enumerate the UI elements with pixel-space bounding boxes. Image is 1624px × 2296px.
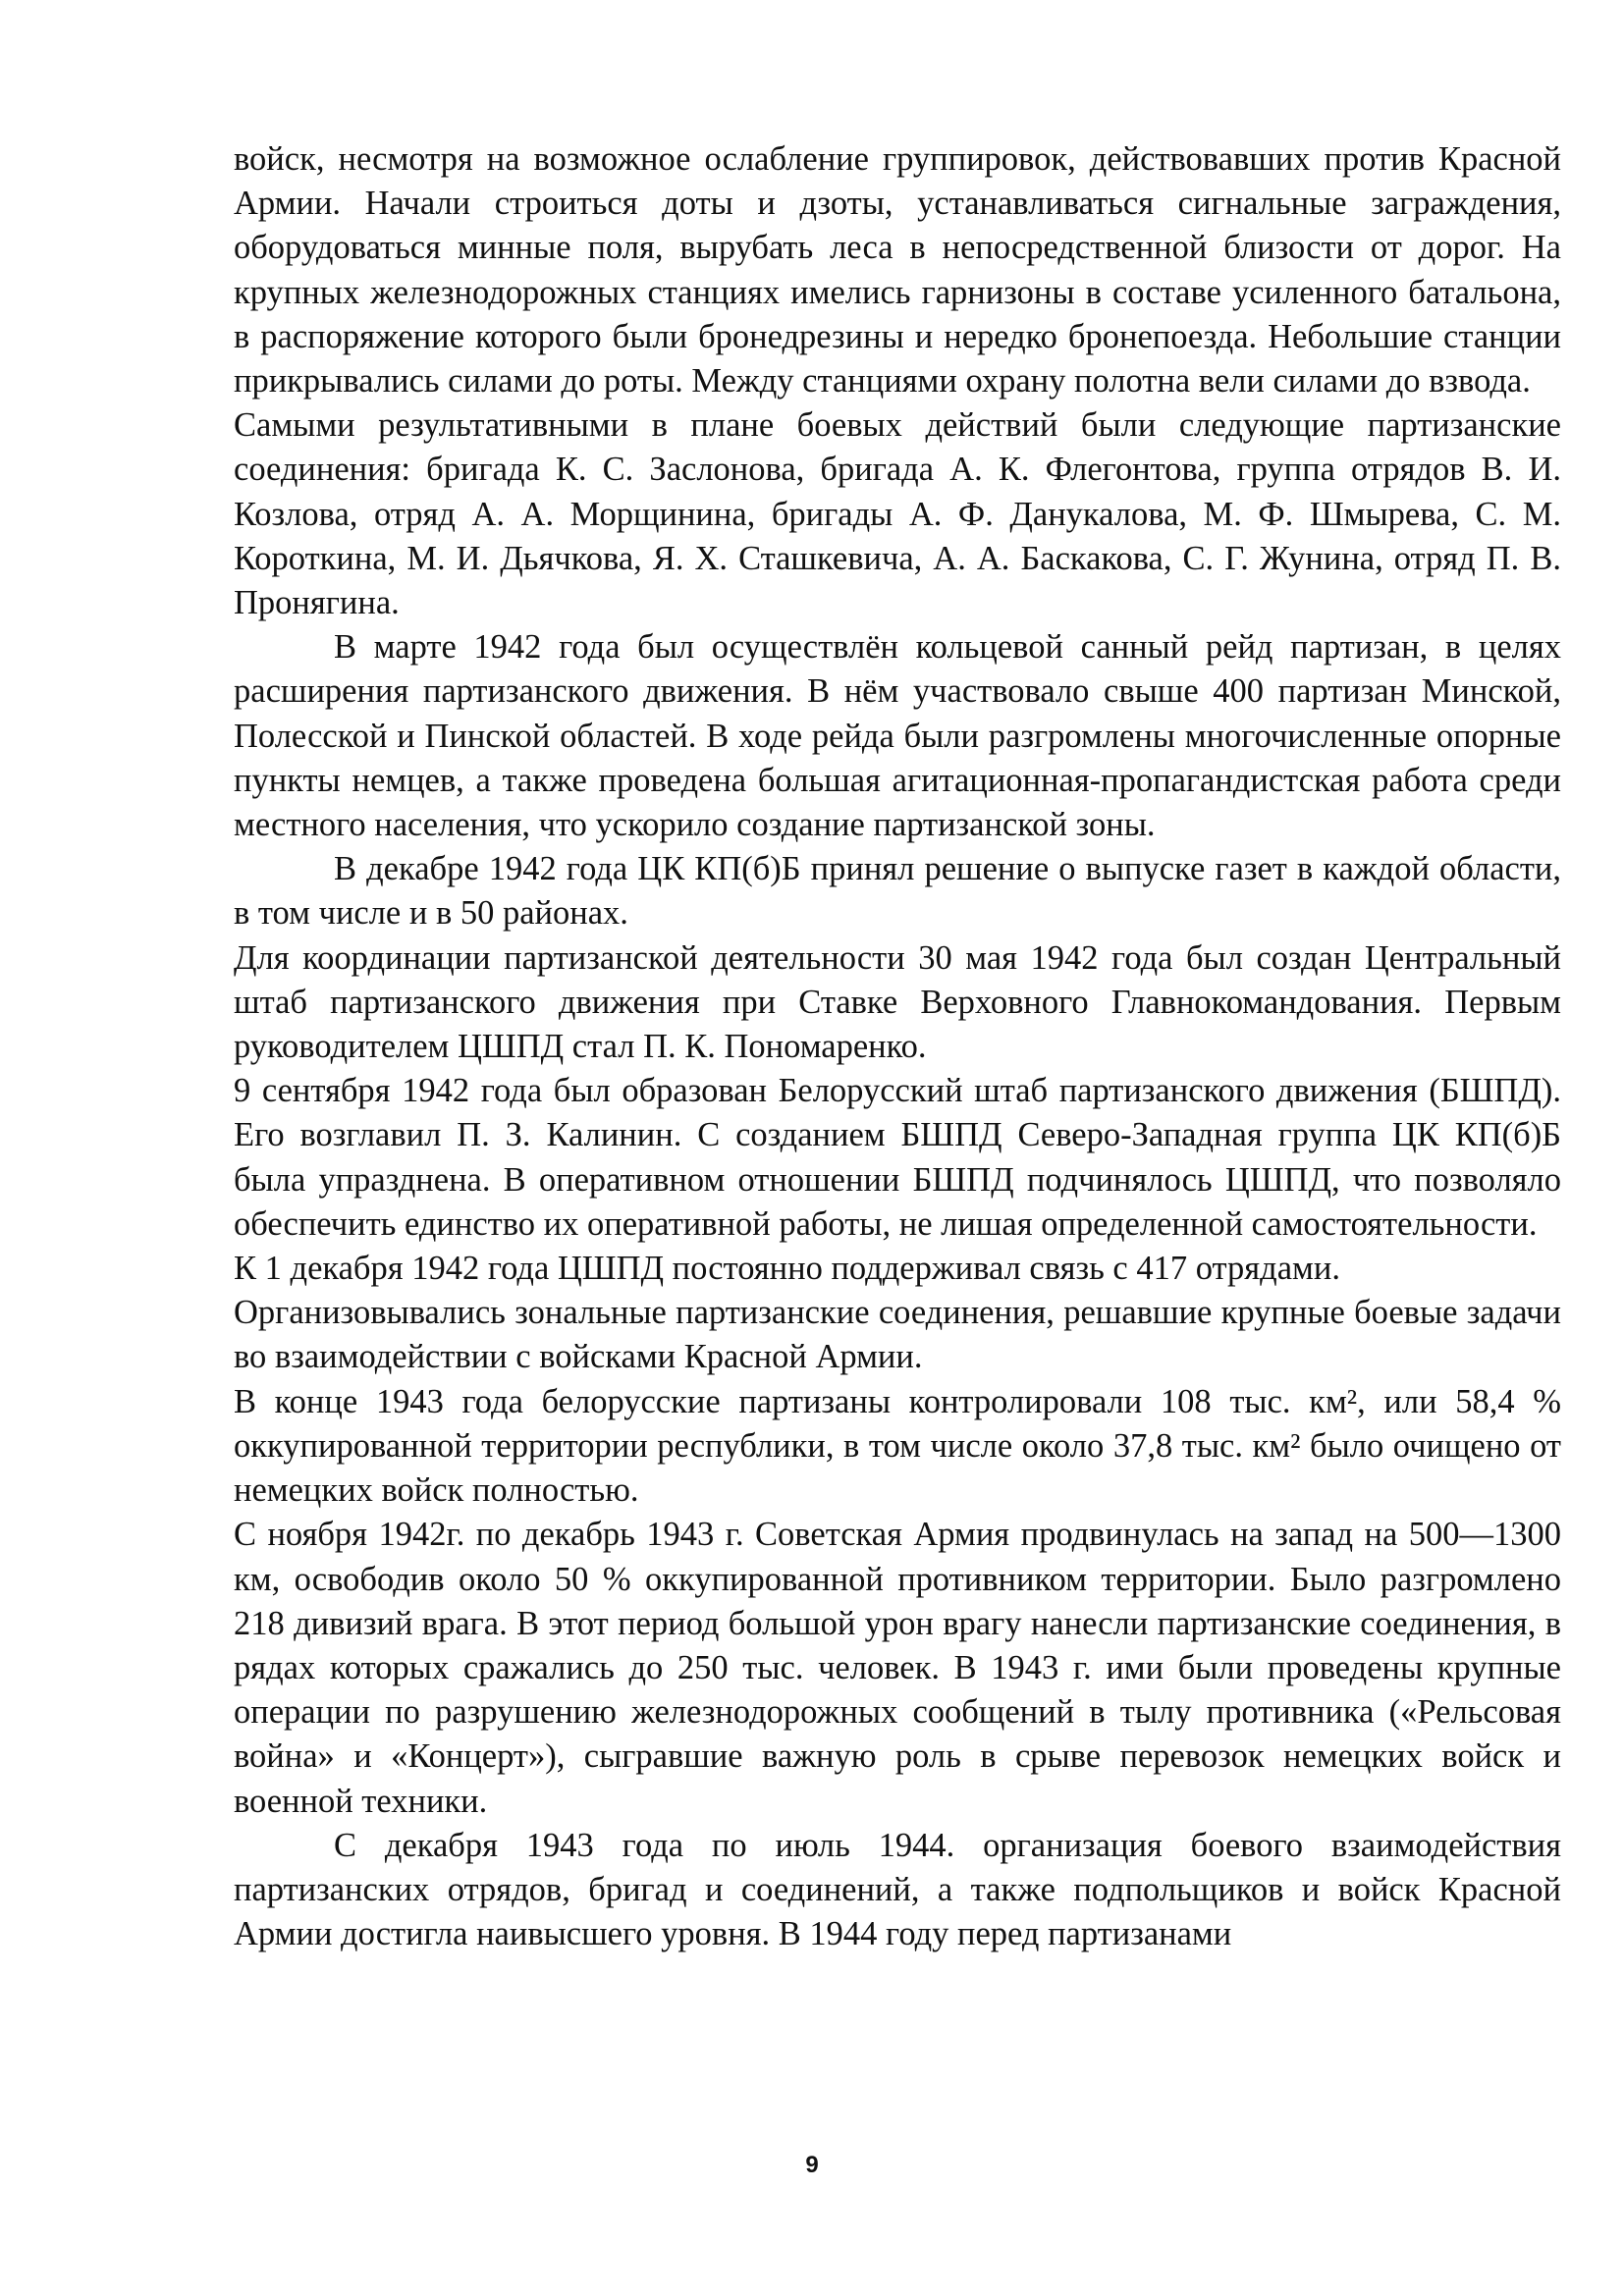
paragraph-zonal-units: Организовывались зональные партизанские соединения, решавшие крупные боевые задачи во взаимодействии с войсками Красной Армии. [234, 1294, 1561, 1376]
paragraph-belarusian-staff: 9 сентября 1942 года был образован Белорусский штаб партизанского движения (БШПД). Его возглавил П. З. Калинин. С созданием БШПД Северо-Западная группа ЦК КП(б)Б была упразднена. В оперативном отношении БШПД подчинялось ЦШПД, что позволяло обеспечить единство их оперативной работы, не лишая определенной самостоятельности. [234, 1072, 1561, 1243]
paragraph-cooperation: С декабря 1943 года по июль 1944. организация боевого взаимодействия партизанских отрядов, бригад и соединений, а также подпольщиков и войск Красной Армии достигла наивысшего уровня. В 1944 году перед партизанами [234, 1826, 1561, 1953]
paragraph-controlled-territory: В конце 1943 года белорусские партизаны контролировали 108 тыс. км², или 58,4 % оккупированной территории республики, в том числе около 37,8 тыс. км² было очищено от немецких войск полностью. [234, 1382, 1561, 1510]
paragraph-detachments-contact: К 1 декабря 1942 года ЦШПД постоянно поддерживал связь с 417 отрядами. [234, 1250, 1340, 1288]
paragraph-central-staff: Для координации партизанской деятельности 30 мая 1942 года был создан Центральный штаб партизанского движения при Ставке Верховного Главнокомандования. Первым руководителем ЦШПД стал П. К. Пономаренко. [234, 938, 1561, 1066]
paragraph-soviet-advance: С ноября 1942г. по декабрь 1943 г. Советская Армия продвинулась на запад на 500—1300 км, освободив около 50 % оккупированной противником территории. Было разгромлено 218 дивизий врага. В этот период большой урон врагу нанесли партизанские соединения, в рядах которых сражались до 250 тыс. человек. В 1943 г. ими были проведены крупные операции по разрушению железнодорожных сообщений в тылу противника («Рельсовая война» и «Концерт»), сыгравшие важную роль в срыве перевозок немецких войск и военной техники. [234, 1516, 1561, 1820]
page-number: 9 [805, 2152, 819, 2178]
paragraph-effective-units: Самыми результативными в плане боевых действий были следующие партизанские соединения: бригада К. С. Заслонова, бригада А. К. Флегонтова, группа отрядов В. И. Козлова, отряд А. А. Морщинина, бригады А. Ф. Данукалова, М. Ф. Шмырева, С. М. Короткина, М. И. Дьячкова, Я. Х. Сташкевича, А. А. Баскакова, С. Г. Жунина, отряд П. В. Пронягина. [234, 406, 1561, 622]
paragraph-garrisons: войск, несмотря на возможное ослабление группировок, действовавших против Красной Армии. Начали строиться доты и дзоты, устанавливаться сигнальные заграждения, оборудоваться минные поля, вырубать леса в непосредственной близости от дорог. На крупных железнодорожных станциях имелись гарнизоны в составе усиленного батальона, в распоряжение которого были бронедрезины и нередко бронепоезда. Небольшие станции прикрывались силами до роты. Между станциями охрану полотна вели силами до взвода. [234, 140, 1561, 400]
document-body [234, 137, 1561, 1956]
paragraph-sled-raid: В марте 1942 года был осуществлён кольцевой санный рейд партизан, в целях расширения партизанского движения. В нём участвовало свыше 400 партизан Минской, Полесской и Пинской областей. В ходе рейда были разгромлены многочисленные опорные пункты немцев, а также проведена большая агитационная-пропагандистская работа среди местного населения, что ускорило создание партизанской зоны. [234, 628, 1561, 844]
paragraph-newspapers: В декабре 1942 года ЦК КП(б)Б принял решение о выпуске газет в каждой области, в том числе и в 50 районах. [234, 850, 1561, 933]
